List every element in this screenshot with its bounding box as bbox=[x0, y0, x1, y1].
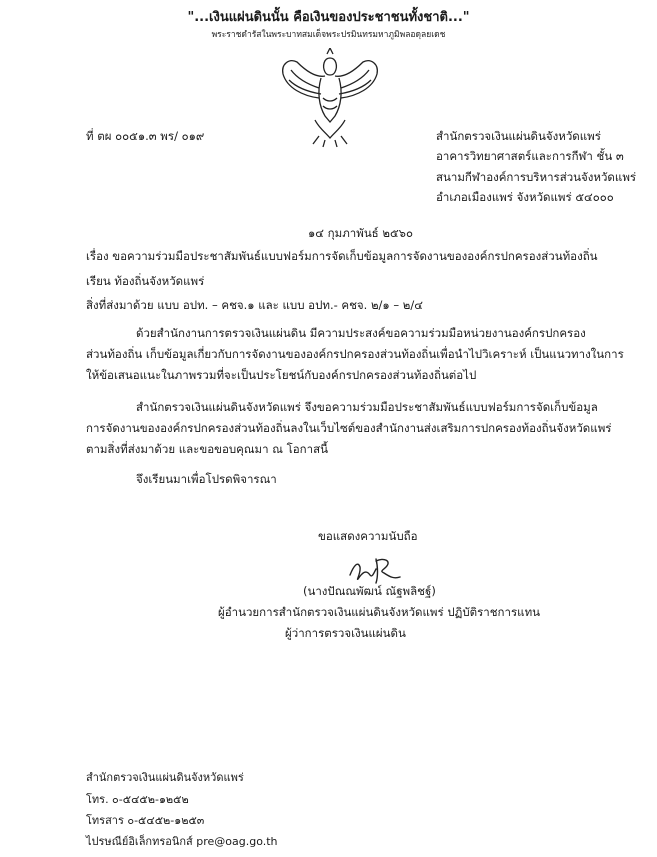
motto: "...เงินแผ่นดินนั้น คือเงินของประชาชนทั้งชาติ..." bbox=[187, 10, 470, 25]
handwritten-signature bbox=[346, 553, 402, 587]
body-paragraph-2-line: การจัดงานขององค์กรปกครองส่วนท้องถิ่นลงในเว็บไซต์ของสำนักงานส่งเสริมการปกครองท้องถิ่นจังหวัดแพร่ bbox=[86, 421, 612, 435]
motto-attribution: พระราชดำรัสในพระบาทสมเด็จพระปรมินทรมหาภูมิพลอดุลยเดช bbox=[211, 30, 446, 40]
footer-office: สำนักตรวจเงินแผ่นดินจังหวัดแพร่ bbox=[86, 771, 244, 784]
body-paragraph-2-line: ตามสิ่งที่ส่งมาด้วย และขอขอบคุณมา ณ โอกาสนี้ bbox=[86, 442, 328, 456]
letter-date: ๑๔ กุมภาพันธ์ ๒๕๖๐ bbox=[308, 226, 413, 240]
footer-phone: โทร. ๐-๕๔๕๒-๑๒๕๒ bbox=[86, 793, 189, 806]
body-paragraph-1-line: ด้วยสำนักงานการตรวจเงินแผ่นดิน มีความประสงค์ขอความร่วมมือหน่วยงานองค์กรปกครอง bbox=[136, 326, 586, 340]
body-paragraph-2-line: สำนักตรวจเงินแผ่นดินจังหวัดแพร่ จึงขอความร่วมมือประชาสัมพันธ์แบบฟอร์มการจัดเก็บข้อมูล bbox=[136, 400, 598, 414]
signer-title-sub: ผู้ว่าการตรวจเงินแผ่นดิน bbox=[285, 626, 406, 640]
enclosure-line: สิ่งที่ส่งมาด้วย แบบ อปท. – คชจ.๑ และ แบบ อปท.- คชจ. ๒/๑ – ๒/๔ bbox=[86, 298, 423, 312]
closing: ขอแสดงความนับถือ bbox=[318, 529, 418, 543]
signer-title: ผู้อำนวยการสำนักตรวจเงินแผ่นดินจังหวัดแพร่ ปฏิบัติราชการแทน bbox=[218, 605, 541, 619]
garuda-emblem bbox=[275, 48, 385, 148]
closing-request: จึงเรียนมาเพื่อโปรดพิจารณา bbox=[136, 472, 277, 486]
body-paragraph-1-line: ส่วนท้องถิ่น เก็บข้อมูลเกี่ยวกับการจัดงานขององค์กรปกครองส่วนท้องถิ่นเพื่อนำไปวิเคราะห์ เป็นแนวทางในการ bbox=[86, 347, 624, 361]
footer-fax: โทรสาร ๐-๕๔๕๒-๑๒๕๓ bbox=[86, 814, 205, 827]
sender-address-line: อำเภอเมืองแพร่ จังหวัดแพร่ ๕๔๐๐๐ bbox=[436, 190, 614, 204]
sender-address-line: อาคารวิทยาศาสตร์และการกีฬา ชั้น ๓ bbox=[436, 149, 624, 163]
sender-address-line: สนามกีฬาองค์การบริหารส่วนจังหวัดแพร่ bbox=[436, 170, 637, 184]
reference-number: ที่ ตผ ๐๐๕๑.๓ พร/ ๐๑๙ bbox=[86, 129, 205, 143]
body-paragraph-1-line: ให้ข้อเสนอแนะในภาพรวมที่จะเป็นประโยชน์กับองค์กรปกครองส่วนท้องถิ่นต่อไป bbox=[86, 368, 477, 382]
signer-name: (นางปัณณพัฒน์ ณัฐพลิชฐ์) bbox=[303, 584, 436, 598]
sender-address-line: สำนักตรวจเงินแผ่นดินจังหวัดแพร่ bbox=[436, 129, 601, 143]
footer-email: ไปรษณีย์อิเล็กทรอนิกส์ pre@oag.go.th bbox=[86, 835, 278, 848]
salutation-line: เรียน ท้องถิ่นจังหวัดแพร่ bbox=[86, 274, 205, 288]
subject-line: เรื่อง ขอความร่วมมือประชาสัมพันธ์แบบฟอร์มการจัดเก็บข้อมูลการจัดงานขององค์กรปกครองส่วนท้องถิ่น bbox=[86, 249, 598, 263]
